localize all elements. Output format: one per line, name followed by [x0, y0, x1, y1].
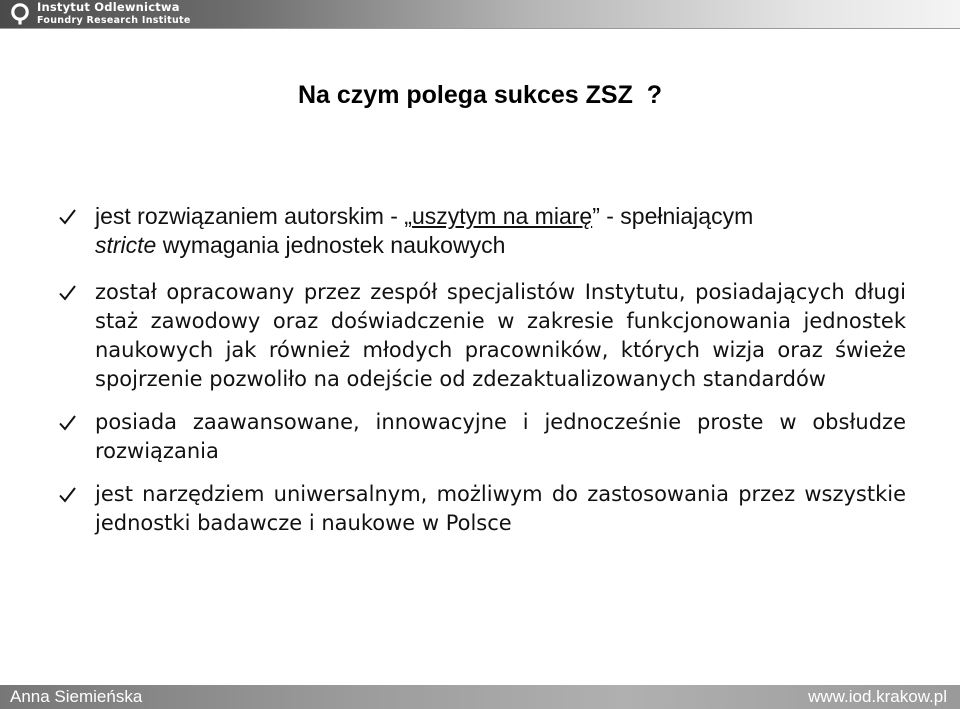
bullet-1-text-b: ” - spełniającym [592, 203, 754, 229]
bullet-1-text-c: wymagania jednostek naukowych [156, 232, 506, 258]
bullet-2-text: został opracowany przez zespół specjalistów Instytutu, posiadających długi staż zawodowy oraz doświadczenie w zakresie funkcjonowania jednostek naukowych jak również młodych pracowników, których wizja oraz świeże spojrzenie pozwoliło na odejście od zdezaktualizowanych standardów [95, 280, 906, 391]
bullet-4-text: jest narzędziem uniwersalnym, możliwym do zastosowania przez wszystkie jednostki badawcze i naukowe w Polsce [95, 482, 906, 535]
checkmark-icon [58, 413, 77, 432]
checkmark-icon [58, 283, 77, 302]
bullet-1-underlined-text: uszytym na miarę [411, 203, 593, 229]
logo-line-2: Foundry Research Institute [37, 14, 191, 26]
footer-author: Anna Siemieńska [10, 687, 143, 706]
bullet-1-line-2 [95, 231, 906, 260]
bullet-list [58, 202, 906, 538]
bullet-item-4 [58, 480, 906, 538]
bullet-item-1 [58, 202, 906, 260]
footer-url-link[interactable]: www.iod.krakow.pl [808, 687, 947, 706]
slide-title: Na czym polega sukces ZSZ ? [297, 81, 662, 109]
bullet-item-2 [58, 278, 906, 394]
foundry-drop-logo-icon [9, 3, 31, 25]
bullet-1-line-1 [95, 202, 906, 231]
institute-logo-text [37, 2, 191, 25]
bullet-3-text: posiada zaawansowane, innowacyjne i jednocześnie proste w obsłudze rozwiązania [95, 410, 906, 463]
checkmark-icon [58, 207, 77, 226]
checkmark-icon [58, 485, 77, 504]
bullet-item-3 [58, 408, 906, 466]
header-bar [0, 0, 960, 28]
bullet-1-italic-text: stricte [95, 232, 157, 258]
logo-line-1: Instytut Odlewnictwa [37, 0, 180, 14]
header-divider [0, 28, 960, 29]
bullet-1-text-a: jest rozwiązaniem autorskim - „ [95, 203, 412, 229]
